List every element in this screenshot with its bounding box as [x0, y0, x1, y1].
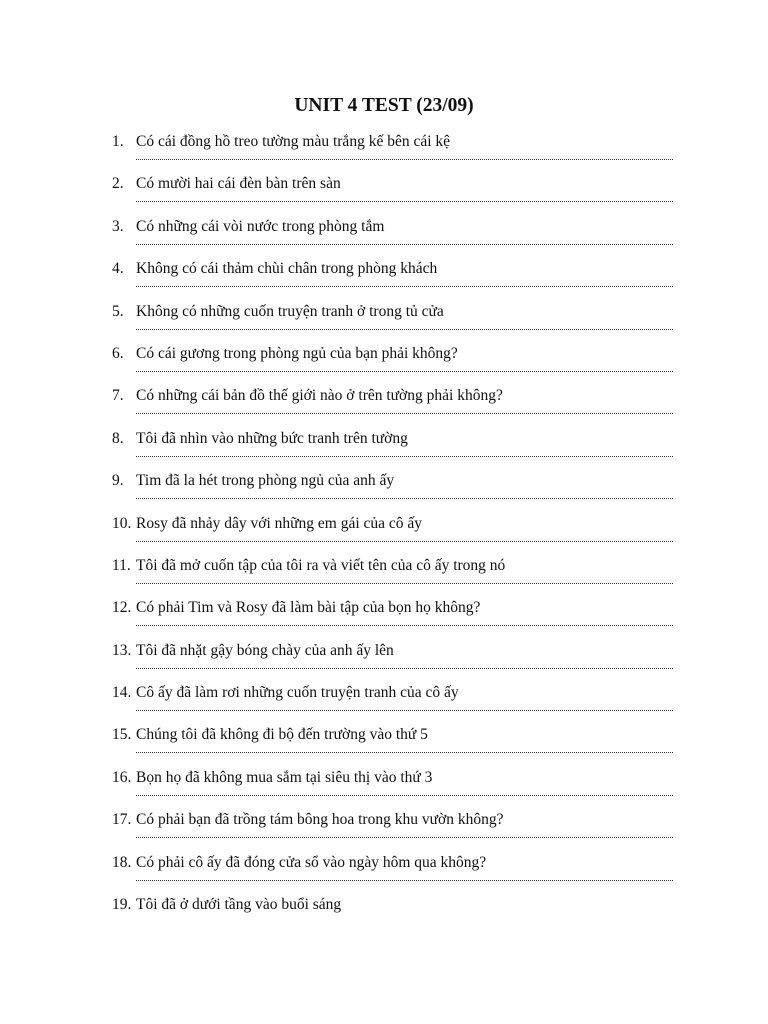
question-item — [0, 340, 768, 382]
answer-line[interactable] — [136, 498, 673, 499]
question-item — [0, 298, 768, 340]
question-number: 5. — [112, 302, 124, 320]
question-number: 4. — [112, 260, 124, 278]
question-item — [0, 510, 768, 552]
answer-line[interactable] — [136, 159, 673, 160]
answer-line[interactable] — [136, 413, 673, 414]
question-number: 14. — [112, 684, 132, 702]
question-text: Không có cái thảm chùi chân trong phòng khách — [136, 260, 438, 278]
question-text: Có mười hai cái đèn bàn trên sàn — [136, 175, 341, 193]
question-number: 7. — [112, 387, 124, 405]
question-item — [0, 891, 768, 933]
question-number: 17. — [112, 811, 132, 829]
question-item — [0, 849, 768, 891]
question-number: 1. — [112, 133, 124, 150]
answer-line[interactable] — [136, 201, 673, 202]
question-text: Không có những cuốn truyện tranh ở trong tủ cửa — [136, 302, 444, 320]
answer-line[interactable] — [136, 668, 673, 669]
question-item — [0, 425, 768, 467]
question-item — [0, 594, 768, 636]
question-text: Chúng tôi đã không đi bộ đến trường vào thứ 5 — [136, 726, 428, 744]
question-number: 10. — [112, 514, 132, 532]
question-item — [0, 170, 768, 212]
question-number: 11. — [112, 556, 131, 574]
answer-line[interactable] — [136, 625, 673, 626]
question-number: 12. — [112, 599, 132, 617]
question-number: 19. — [112, 896, 132, 914]
answer-line[interactable] — [136, 244, 673, 245]
question-item — [0, 637, 768, 679]
question-text: Tôi đã ở dưới tầng vào buổi sáng — [136, 896, 342, 914]
answer-line[interactable] — [136, 710, 673, 711]
question-text: Tôi đã mở cuốn tập của tôi ra và viết tên của cô ấy trong nó — [136, 556, 506, 574]
question-number: 13. — [112, 641, 132, 659]
question-item — [0, 679, 768, 721]
answer-line[interactable] — [136, 795, 673, 796]
question-item — [0, 382, 768, 424]
question-number: 6. — [112, 344, 124, 362]
question-text: Có cái đồng hồ treo tường màu trắng kế bên cái kệ — [136, 133, 451, 150]
question-item — [0, 721, 768, 763]
question-text: Có những cái bản đồ thế giới nào ở trên tường phải không? — [136, 387, 503, 405]
question-text: Tôi đã nhặt gậy bóng chày của anh ấy lên — [136, 641, 394, 659]
question-number: 15. — [112, 726, 132, 744]
question-item — [0, 552, 768, 594]
question-text: Có những cái vòi nước trong phòng tắm — [136, 217, 385, 235]
question-number: 2. — [112, 175, 124, 193]
question-number: 8. — [112, 429, 124, 447]
question-text: Cô ấy đã làm rơi những cuốn truyện tranh của cô ấy — [136, 684, 459, 702]
page-title: UNIT 4 TEST (23/09) — [294, 95, 474, 116]
question-text: Có phải bạn đã trồng tám bông hoa trong khu vườn không? — [136, 811, 504, 829]
answer-line[interactable] — [136, 837, 673, 838]
question-item — [0, 467, 768, 509]
answer-line[interactable] — [136, 456, 673, 457]
question-item — [0, 213, 768, 255]
answer-line[interactable] — [136, 880, 673, 881]
question-list — [0, 128, 768, 933]
question-text: Có phải Tim và Rosy đã làm bài tập của bọn họ không? — [136, 599, 481, 617]
question-text: Có cái gương trong phòng ngủ của bạn phải không? — [136, 344, 458, 362]
question-number: 18. — [112, 853, 132, 871]
answer-line[interactable] — [136, 583, 673, 584]
answer-line[interactable] — [136, 329, 673, 330]
question-number: 9. — [112, 472, 124, 490]
question-text: Bọn họ đã không mua sắm tại siêu thị vào thứ 3 — [136, 768, 433, 786]
question-item — [0, 128, 768, 170]
question-text: Tim đã la hét trong phòng ngủ của anh ấy — [136, 472, 395, 490]
question-text: Tôi đã nhìn vào những bức tranh trên tường — [136, 429, 408, 447]
answer-line[interactable] — [136, 286, 673, 287]
question-number: 3. — [112, 217, 124, 235]
question-item — [0, 806, 768, 848]
answer-line[interactable] — [136, 752, 673, 753]
question-number: 16. — [112, 768, 132, 786]
answer-line[interactable] — [136, 371, 673, 372]
question-text: Rosy đã nhảy dây với những em gái của cô ấy — [136, 514, 423, 532]
question-item — [0, 764, 768, 806]
answer-line[interactable] — [136, 541, 673, 542]
question-item — [0, 255, 768, 297]
question-text: Có phải cô ấy đã đóng cửa sổ vào ngày hôm qua không? — [136, 853, 487, 871]
